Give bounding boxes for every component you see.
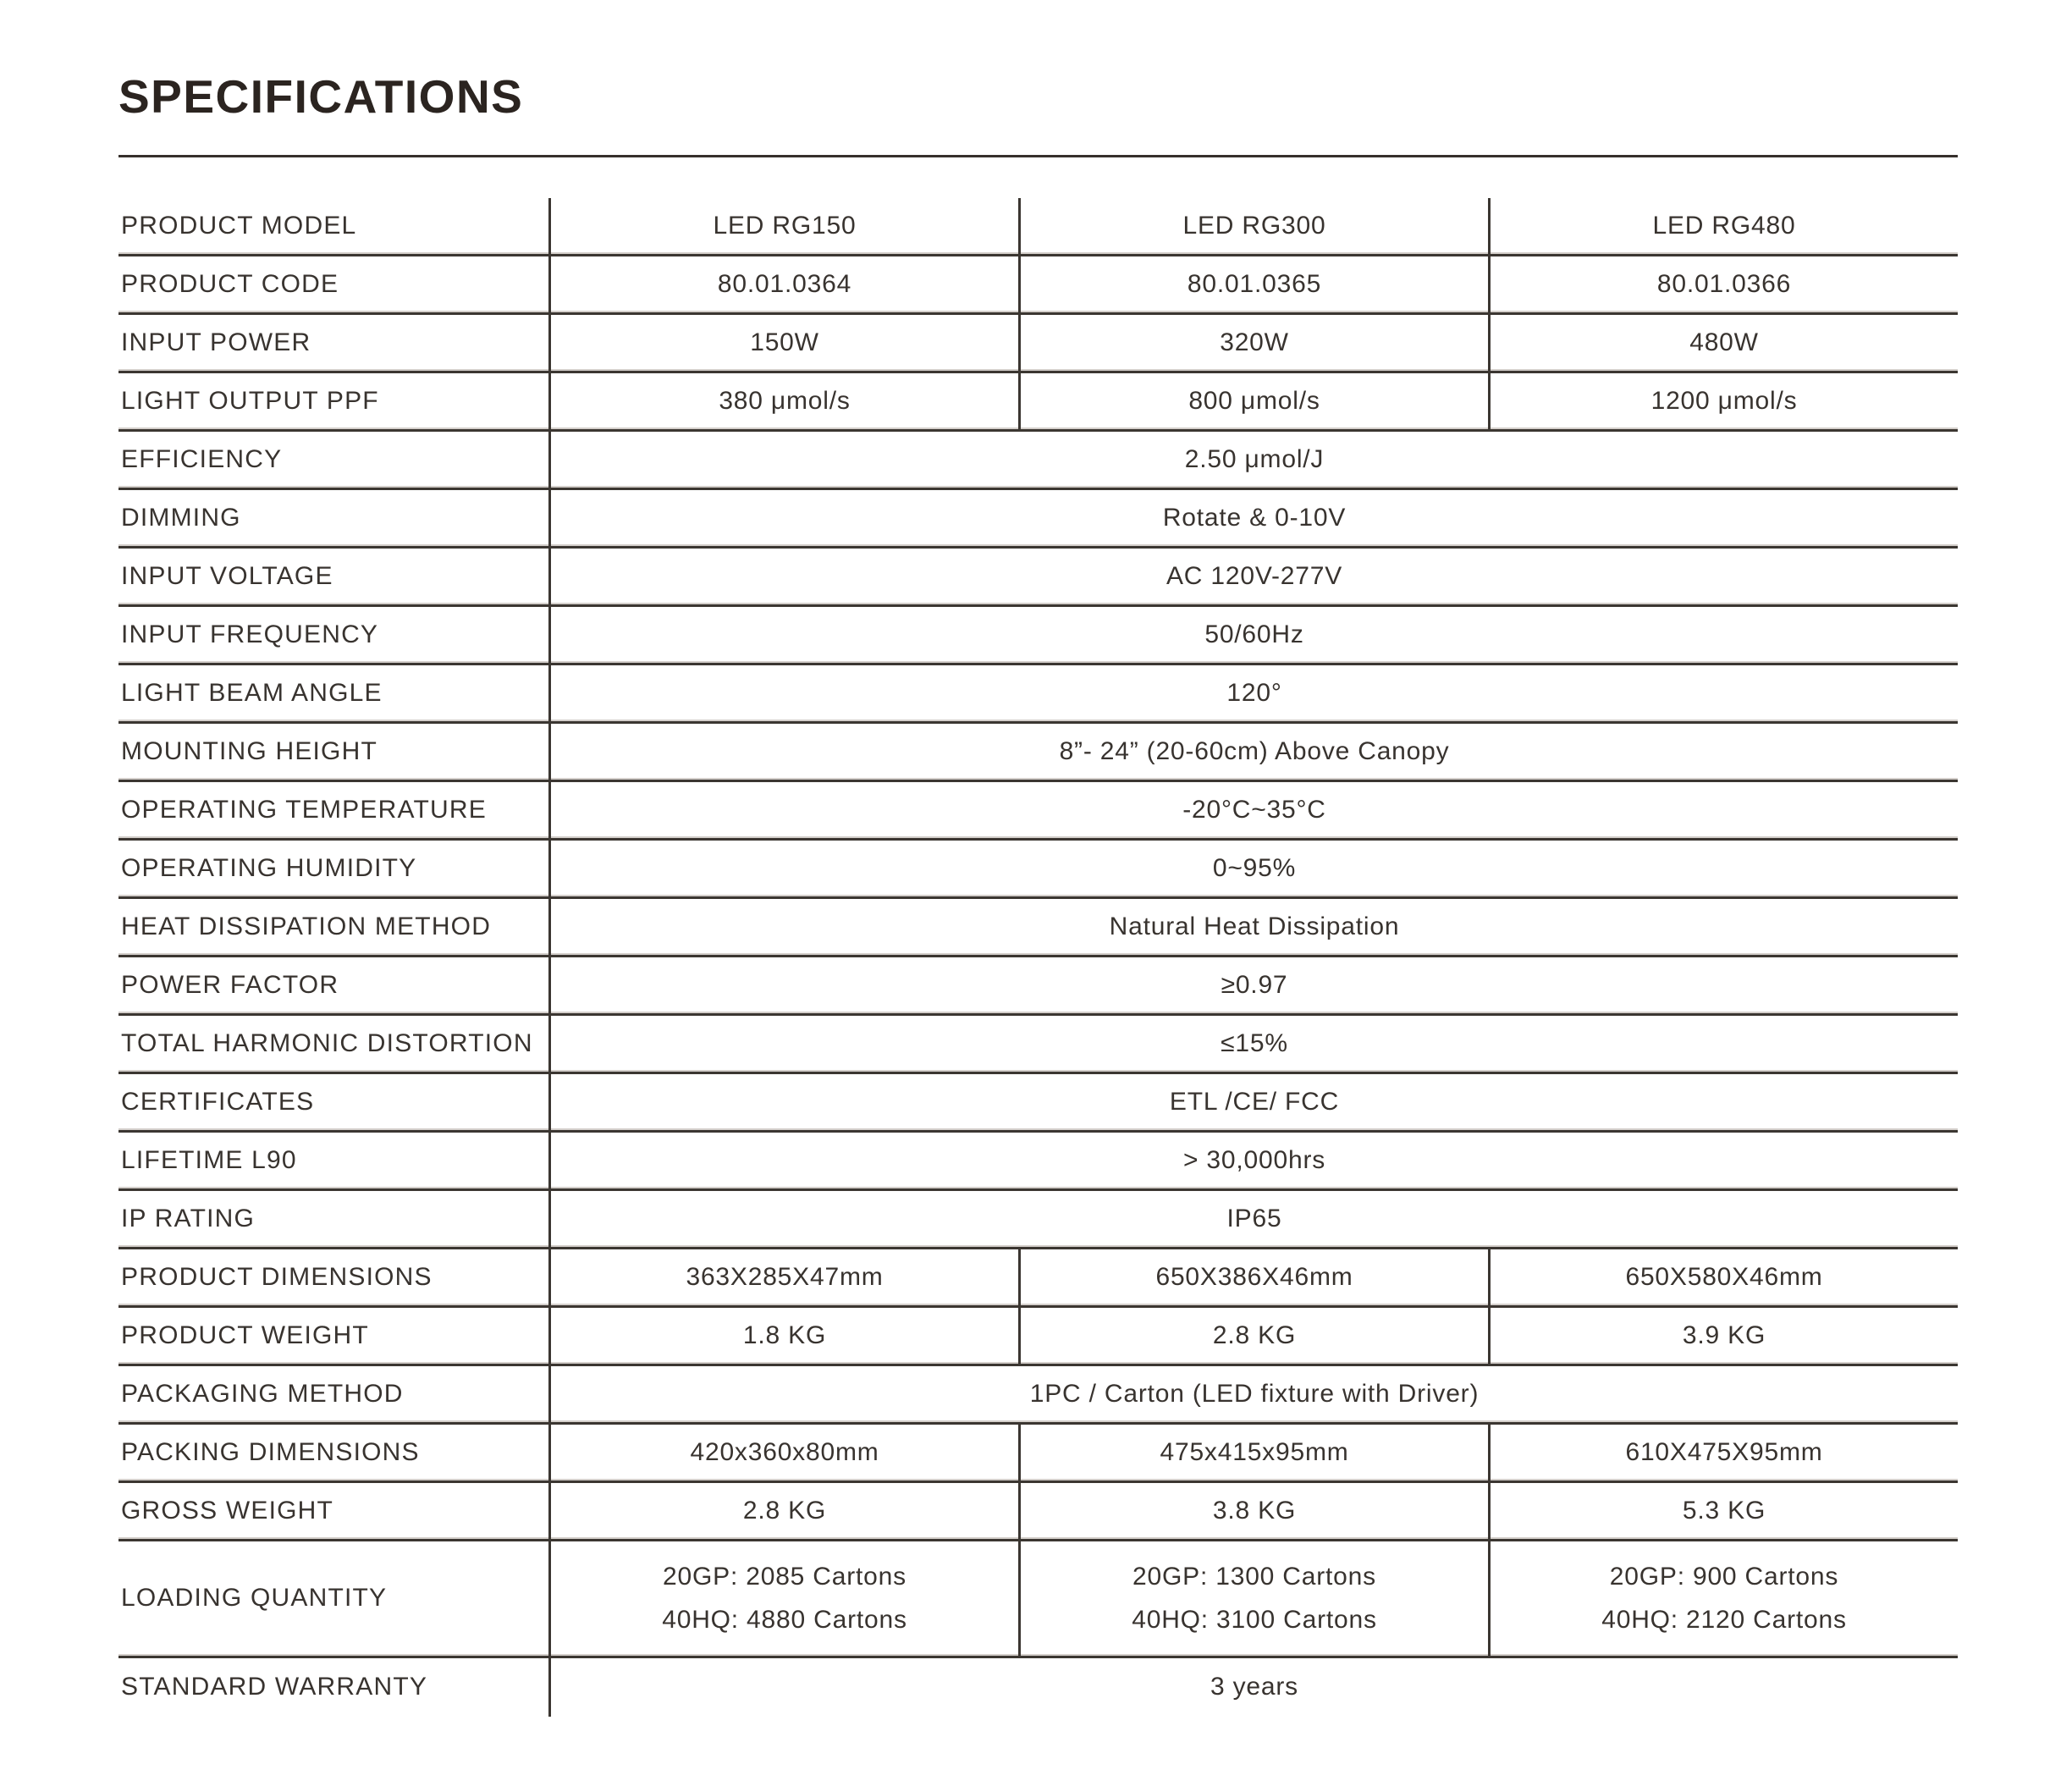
spec-row — [118, 1016, 1958, 1074]
spec-row — [118, 782, 1958, 841]
spec-value: 2.8 KG — [1018, 1308, 1488, 1364]
spec-value-merged: 120° — [1226, 678, 1282, 707]
spec-row-label: OPERATING HUMIDITY — [121, 853, 417, 882]
spec-row-label: EFFICIENCY — [121, 444, 283, 473]
spec-row — [118, 724, 1958, 782]
spec-row — [118, 1425, 1958, 1483]
spec-row — [118, 957, 1958, 1016]
spec-row — [118, 1074, 1958, 1133]
spec-value: LED RG300 — [1018, 198, 1488, 254]
spec-row — [118, 490, 1958, 549]
spec-value-merged: Natural Heat Dissipation — [1109, 912, 1400, 940]
spec-value — [1018, 1541, 1488, 1656]
spec-value: 650X386X46mm — [1018, 1249, 1488, 1305]
spec-row-values — [548, 724, 1958, 780]
spec-value: 480W — [1488, 315, 1958, 371]
spec-row-values — [548, 665, 1958, 721]
spec-value-line: 40HQ: 3100 Cartons — [1132, 1606, 1377, 1634]
spec-row — [118, 315, 1958, 373]
spec-row-values — [548, 782, 1958, 838]
spec-value: 5.3 KG — [1488, 1483, 1958, 1539]
spec-row — [118, 1308, 1958, 1366]
spec-value: 1200 μmol/s — [1488, 373, 1958, 429]
spec-row-label: INPUT FREQUENCY — [121, 620, 379, 648]
spec-row-label: CERTIFICATES — [121, 1087, 315, 1116]
title-rule — [118, 155, 1958, 157]
spec-value-merged: ETL /CE/ FCC — [1169, 1087, 1340, 1116]
spec-row-values — [548, 899, 1958, 955]
spec-value-merged: ≥0.97 — [1221, 970, 1288, 999]
spec-value — [1488, 1541, 1958, 1656]
spec-value-line: 40HQ: 4880 Cartons — [662, 1606, 907, 1634]
spec-row-values — [548, 1541, 1958, 1656]
spec-row-label: PRODUCT MODEL — [121, 211, 357, 240]
spec-row-values — [548, 315, 1958, 371]
spec-value: 800 μmol/s — [1018, 373, 1488, 429]
spec-row-label: PACKAGING METHOD — [121, 1379, 404, 1408]
spec-value: 650X580X46mm — [1488, 1249, 1958, 1305]
spec-value: 80.01.0365 — [1018, 256, 1488, 312]
spec-row-label: LIGHT OUTPUT PPF — [121, 386, 379, 415]
spec-row-values — [548, 1074, 1958, 1130]
spec-table — [118, 198, 1958, 1717]
spec-row-values — [548, 1133, 1958, 1188]
spec-row-label: INPUT POWER — [121, 328, 311, 356]
spec-row — [118, 256, 1958, 315]
spec-value: LED RG480 — [1488, 198, 1958, 254]
spec-row — [118, 607, 1958, 665]
spec-row-values — [548, 198, 1958, 254]
spec-value-merged: AC 120V-277V — [1166, 561, 1343, 590]
spec-value-merged: 1PC / Carton (LED fixture with Driver) — [1029, 1379, 1480, 1408]
spec-value-merged: 3 years — [1210, 1673, 1298, 1701]
spec-value-merged: 2.50 μmol/J — [1184, 444, 1325, 473]
spec-value-merged: Rotate & 0-10V — [1162, 503, 1347, 532]
spec-row-values — [548, 1483, 1958, 1539]
spec-value: 320W — [1018, 315, 1488, 371]
spec-row-label: LIFETIME L90 — [121, 1145, 297, 1174]
spec-row-values — [548, 607, 1958, 663]
spec-row-values — [548, 1308, 1958, 1364]
spec-value: 420x360x80mm — [690, 1437, 879, 1466]
spec-row — [118, 1658, 1958, 1717]
spec-row-values — [548, 1016, 1958, 1072]
spec-row-values — [548, 490, 1958, 546]
spec-value-merged: 50/60Hz — [1204, 620, 1304, 648]
spec-row — [118, 899, 1958, 957]
spec-row-values — [548, 432, 1958, 488]
spec-row-label: HEAT DISSIPATION METHOD — [121, 912, 492, 940]
spec-value — [551, 1541, 1018, 1656]
spec-row — [118, 1133, 1958, 1191]
spec-value: 2.8 KG — [742, 1496, 827, 1525]
spec-row-label: POWER FACTOR — [121, 970, 339, 999]
spec-row-values — [548, 1425, 1958, 1480]
spec-value: 150W — [750, 328, 819, 356]
spec-row-label: STANDARD WARRANTY — [121, 1673, 428, 1701]
spec-row — [118, 1483, 1958, 1541]
page-title: SPECIFICATIONS — [118, 70, 524, 123]
spec-row-label: MOUNTING HEIGHT — [121, 736, 377, 765]
spec-row-values — [548, 1658, 1958, 1717]
spec-value-merged: -20°C~35°C — [1182, 795, 1326, 824]
spec-row-values — [548, 1249, 1958, 1305]
spec-row-values — [548, 256, 1958, 312]
spec-row — [118, 549, 1958, 607]
spec-value-line: 40HQ: 2120 Cartons — [1601, 1606, 1847, 1634]
spec-value-merged: > 30,000hrs — [1182, 1145, 1326, 1174]
spec-value: 363X285X47mm — [686, 1262, 884, 1291]
spec-value: 610X475X95mm — [1488, 1425, 1958, 1480]
spec-row-label: IP RATING — [121, 1204, 256, 1232]
spec-row-label: PRODUCT CODE — [121, 269, 339, 298]
spec-row — [118, 1249, 1958, 1308]
spec-row-values — [548, 841, 1958, 896]
spec-row-label: TOTAL HARMONIC DISTORTION — [121, 1028, 533, 1057]
spec-value-merged: ≤15% — [1221, 1028, 1288, 1057]
spec-value: 3.8 KG — [1018, 1483, 1488, 1539]
spec-value-line: 20GP: 1300 Cartons — [1132, 1563, 1376, 1591]
spec-row — [118, 1541, 1958, 1658]
spec-value: 80.01.0364 — [717, 269, 852, 298]
spec-row-label: OPERATING TEMPERATURE — [121, 795, 487, 824]
spec-value-merged: 8”- 24” (20-60cm) Above Canopy — [1059, 736, 1450, 765]
spec-value: 475x415x95mm — [1018, 1425, 1488, 1480]
spec-row — [118, 665, 1958, 724]
spec-row — [118, 432, 1958, 490]
spec-row-values — [548, 957, 1958, 1013]
spec-row-values — [548, 1191, 1958, 1247]
spec-row-label: LOADING QUANTITY — [121, 1584, 388, 1612]
spec-row-label: LIGHT BEAM ANGLE — [121, 678, 383, 707]
spec-value: 1.8 KG — [742, 1321, 827, 1349]
spec-row-label: INPUT VOLTAGE — [121, 561, 333, 590]
spec-row-values — [548, 1366, 1958, 1422]
spec-value-line: 20GP: 900 Cartons — [1609, 1563, 1839, 1591]
spec-value-line: 20GP: 2085 Cartons — [663, 1563, 906, 1591]
spec-row-label: PACKING DIMENSIONS — [121, 1437, 420, 1466]
spec-value: 80.01.0366 — [1488, 256, 1958, 312]
spec-row-label: DIMMING — [121, 503, 241, 532]
spec-value-merged: IP65 — [1226, 1204, 1282, 1232]
spec-value-merged: 0~95% — [1212, 853, 1297, 882]
spec-row — [118, 373, 1958, 432]
spec-row-label: GROSS WEIGHT — [121, 1496, 334, 1525]
spec-row — [118, 198, 1958, 256]
spec-value: 380 μmol/s — [719, 386, 851, 415]
spec-row — [118, 841, 1958, 899]
spec-row-label: PRODUCT WEIGHT — [121, 1321, 369, 1349]
spec-row-label: PRODUCT DIMENSIONS — [121, 1262, 433, 1291]
spec-row — [118, 1366, 1958, 1425]
spec-row-values — [548, 373, 1958, 429]
spec-row — [118, 1191, 1958, 1249]
spec-row-values — [548, 549, 1958, 604]
spec-value: LED RG150 — [713, 211, 857, 240]
spec-value: 3.9 KG — [1488, 1308, 1958, 1364]
